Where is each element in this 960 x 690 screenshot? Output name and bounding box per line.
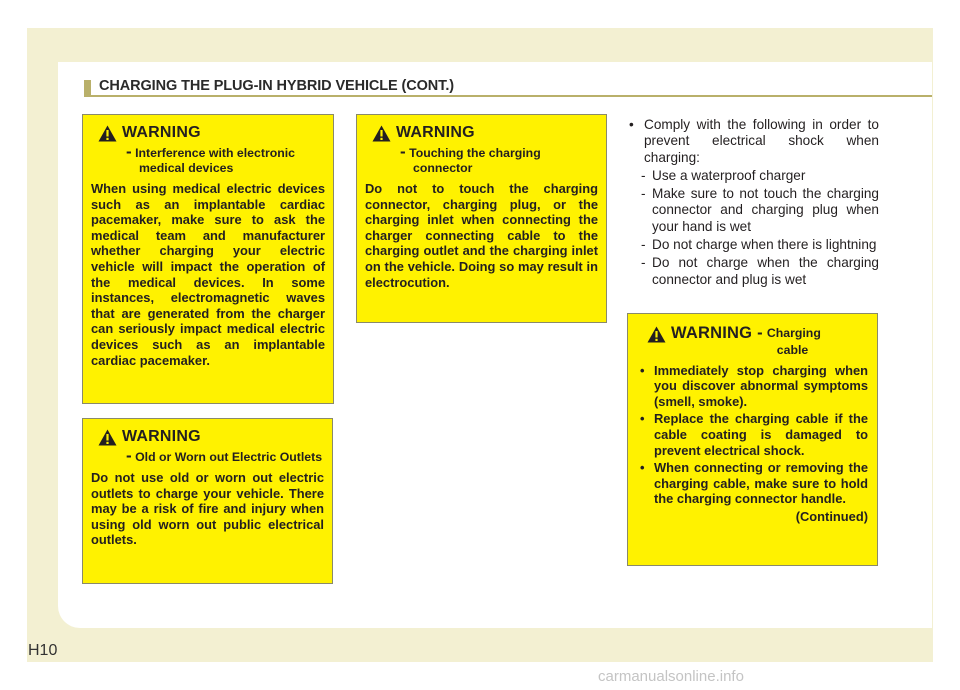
warning-subtitle: - Touching the charging connector: [400, 142, 541, 175]
warning-box-charging-cable: [627, 313, 878, 566]
warning-bullet-list: [637, 363, 868, 507]
warning-header: [365, 123, 598, 143]
instructions-intro: • Comply with the following in order to prevent electrical shock when charging:: [629, 117, 879, 165]
warning-body: When using medical electric devices such as an implantable cardiac pacemaker, make sure to ask the medical team and manufacturer whether charging your electric vehicle will impact the operation of the medical devices. In some instances, electromagnetic waves that are generated from the charger can seriously impact medical electric devices such as an implantable cardiac pacemaker.: [91, 181, 325, 368]
warning-triangle-icon: [647, 326, 666, 343]
list-item: • Replace the charging cable if the cable coating is damaged to prevent electrical shock.: [640, 411, 868, 458]
warning-box-medical-devices: [82, 114, 334, 404]
list-item: • When connecting or removing the charging cable, make sure to hold the charging connector handle.: [640, 460, 868, 507]
warning-label: WARNING: [396, 124, 475, 142]
list-item: - Do not charge when the charging connector and plug is wet: [641, 255, 879, 287]
list-item: • Immediately stop charging when you discover abnormal symptoms (smell, smoke).: [640, 362, 868, 409]
warning-header: [91, 123, 325, 143]
warning-subtitle: Charging: [766, 326, 821, 341]
continued-label: (Continued): [795, 508, 868, 524]
warning-label: WARNING: [122, 124, 201, 142]
charging-instructions: [627, 117, 879, 288]
warning-label: WARNING: [122, 428, 201, 446]
warning-triangle-icon: [372, 125, 391, 142]
page-number: H10: [28, 642, 58, 659]
warning-label: WARNING: [671, 324, 753, 343]
list-item: - Use a waterproof charger: [641, 167, 806, 183]
watermark: carmanualsonline.info: [598, 668, 744, 685]
warning-box-touching-connector: [356, 114, 607, 323]
instructions-list: [627, 168, 879, 288]
bullet-icon: •: [629, 117, 634, 132]
warning-header: [91, 427, 324, 447]
warning-subtitle: - Interference with electronic medical devices: [126, 142, 296, 175]
warning-body: Do not use old or worn out electric outlets to charge your vehicle. There may be a risk of fire and injury when using old worn out public electrical outlets.: [91, 470, 324, 548]
section-title: CHARGING THE PLUG-IN HYBRID VEHICLE (CONT.): [99, 78, 454, 94]
warning-body: Do not to touch the charging connector, charging plug, or the charging inlet when connecting the charger connecting cable to the charging outlet and the charging inlet on the vehicle. Doing so may result in electrocution.: [365, 181, 598, 290]
list-item: - Make sure to not touch the charging connector and charging plug when your hand is wet: [641, 186, 879, 234]
warning-triangle-icon: [98, 429, 117, 446]
warning-dash: -: [757, 324, 763, 343]
bullet-icon: •: [640, 460, 645, 476]
bullet-icon: •: [640, 411, 645, 427]
bullet-icon: •: [640, 362, 645, 378]
header-rule: [84, 95, 932, 97]
warning-subtitle: - Old or Worn out Electric Outlets: [126, 446, 323, 465]
warning-subtitle-continued: cable: [776, 343, 809, 357]
warning-box-electric-outlets: [82, 418, 333, 584]
list-item: - Do not charge when there is lightning: [641, 237, 877, 253]
warning-triangle-icon: [98, 125, 117, 142]
